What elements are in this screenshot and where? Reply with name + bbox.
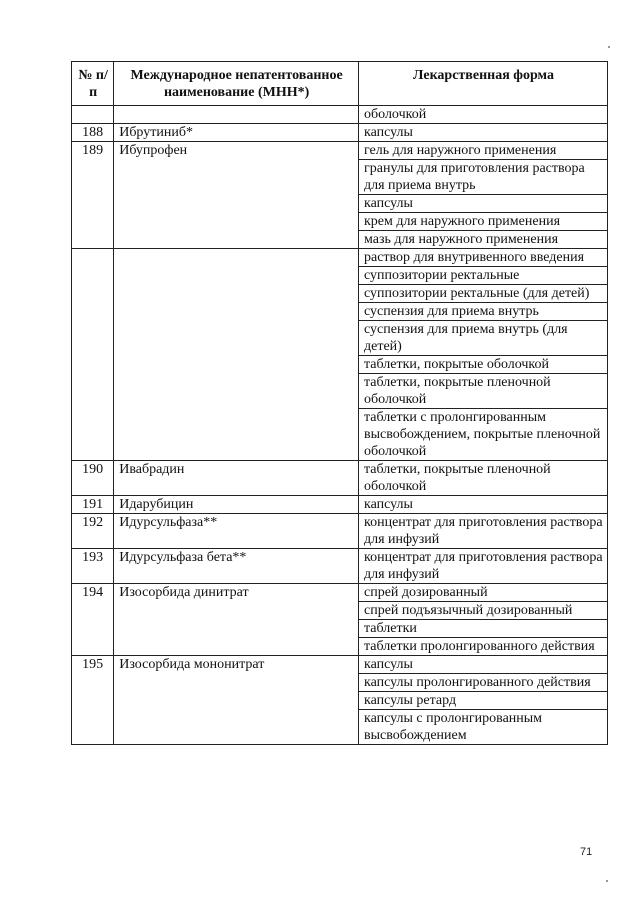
dosage-form: спрей дозированный (359, 584, 608, 602)
scan-speck (608, 46, 610, 48)
row-number: 190 (72, 461, 114, 496)
dosage-form: таблетки пролонгированного действия (359, 638, 608, 656)
inn-name: Ибрутиниб* (114, 124, 359, 142)
row-number (72, 249, 114, 461)
dosage-form: суспензия для приема внутрь (для детей) (359, 321, 608, 356)
table-row (72, 584, 608, 602)
row-number: 191 (72, 496, 114, 514)
dosage-form: таблетки (359, 620, 608, 638)
dosage-form: капсулы пролонгированного действия (359, 674, 608, 692)
row-number (72, 106, 114, 124)
inn-name: Идарубицин (114, 496, 359, 514)
inn-name: Ибупрофен (114, 142, 359, 249)
row-number: 195 (72, 656, 114, 745)
dosage-form: концентрат для приготовления раствора для инфузий (359, 549, 608, 584)
dosage-form: концентрат для приготовления раствора для инфузий (359, 514, 608, 549)
inn-name: Ивабрадин (114, 461, 359, 496)
header-inn-name: Международное непатентованное наименование (МНН*) (114, 62, 359, 106)
drug-list-table (71, 61, 608, 745)
table-row (72, 549, 608, 584)
header-dosage-form: Лекарственная форма (359, 62, 608, 106)
header-row (72, 62, 608, 106)
table-row (72, 124, 608, 142)
table-body (72, 106, 608, 745)
dosage-form: капсулы с пролонгированным высвобождением (359, 710, 608, 745)
dosage-form: крем для наружного применения (359, 213, 608, 231)
scan-speck (606, 880, 608, 882)
row-number: 194 (72, 584, 114, 656)
table-row (72, 249, 608, 267)
dosage-form: гранулы для приготовления раствора для приема внутрь (359, 160, 608, 195)
table-header (72, 62, 608, 106)
table-row (72, 106, 608, 124)
row-number: 193 (72, 549, 114, 584)
inn-name (114, 106, 359, 124)
row-number: 188 (72, 124, 114, 142)
dosage-form: гель для наружного применения (359, 142, 608, 160)
dosage-form: мазь для наружного применения (359, 231, 608, 249)
dosage-form: капсулы ретард (359, 692, 608, 710)
dosage-form: суспензия для приема внутрь (359, 303, 608, 321)
dosage-form: капсулы (359, 496, 608, 514)
table-row (72, 496, 608, 514)
dosage-form: таблетки, покрытые пленочной оболочкой (359, 374, 608, 409)
page-number: 71 (580, 846, 593, 858)
inn-name: Идурсульфаза** (114, 514, 359, 549)
dosage-form: капсулы (359, 124, 608, 142)
row-number: 189 (72, 142, 114, 249)
dosage-form: суппозитории ректальные (для детей) (359, 285, 608, 303)
table-row (72, 461, 608, 496)
inn-name (114, 249, 359, 461)
dosage-form: таблетки, покрытые пленочной оболочкой (359, 461, 608, 496)
inn-name: Идурсульфаза бета** (114, 549, 359, 584)
table-row (72, 514, 608, 549)
dosage-form: таблетки с пролонгированным высвобождением, покрытые пленочной оболочкой (359, 409, 608, 461)
table-row (72, 656, 608, 674)
dosage-form: оболочкой (359, 106, 608, 124)
dosage-form: раствор для внутривенного введения (359, 249, 608, 267)
row-number: 192 (72, 514, 114, 549)
table-row (72, 142, 608, 160)
dosage-form: спрей подъязычный дозированный (359, 602, 608, 620)
dosage-form: капсулы (359, 195, 608, 213)
dosage-form: таблетки, покрытые оболочкой (359, 356, 608, 374)
inn-name: Изосорбида динитрат (114, 584, 359, 656)
header-number: № п/п (72, 62, 114, 106)
dosage-form: суппозитории ректальные (359, 267, 608, 285)
inn-name: Изосорбида мононитрат (114, 656, 359, 745)
dosage-form: капсулы (359, 656, 608, 674)
